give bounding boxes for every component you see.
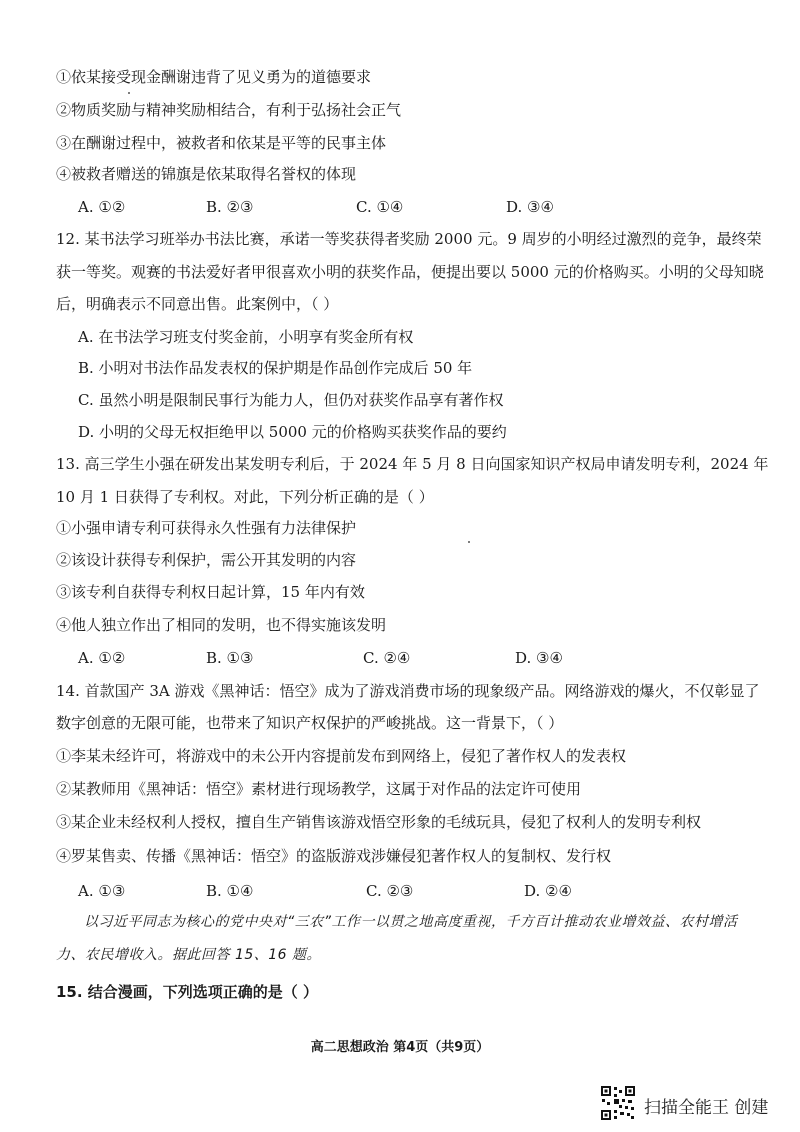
q14-statement-2: ②某教师用《黑神话：悟空》素材进行现场教学，这属于对作品的法定许可使用 (56, 780, 582, 798)
q11-statement-4: ④被救者赠送的锦旗是依某取得名誉权的体现 (56, 165, 357, 183)
q11-option-a: A. ①② (78, 198, 126, 216)
page-footer: 高二思想政治 第4页（共9页） (310, 1040, 490, 1055)
q11-option-b: B. ②③ (206, 198, 254, 216)
q14-statement-1: ①李某未经许可，将游戏中的未公开内容提前发布到网络上，侵犯了著作权人的发表权 (56, 747, 627, 765)
q14-statement-4: ④罗某售卖、传播《黑神话：悟空》的盗版游戏涉嫌侵犯著作权人的复制权、发行权 (56, 847, 612, 865)
q11-statement-3: ③在酬谢过程中，被救者和依某是平等的民事主体 (56, 134, 387, 152)
q14-stem-line-1: 14. 首款国产 3A 游戏《黑神话：悟空》成为了游戏消费市场的现象级产品。网络游戏的爆火，不仅彰显了 (56, 682, 760, 700)
q13-statement-4: ④他人独立作出了相同的发明，也不得实施该发明 (56, 616, 387, 634)
scan-speck (128, 92, 130, 94)
q14-statement-3: ③某企业未经权利人授权，擅自生产销售该游戏悟空形象的毛绒玩具，侵犯了权利人的发明专利权 (56, 813, 702, 831)
watermark-text: 扫描全能王 创建 (644, 1098, 769, 1118)
q13-statement-3: ③该专利自获得专利权日起计算，15 年内有效 (56, 583, 365, 601)
section-intro: 以习近平同志为核心的党中央对“三农”工作一以贯之地高度重视，千方百计推动农业增效益、农村增活力、农民增收入。据此回答 15、16 题。 (56, 914, 738, 963)
qr-code-icon (600, 1085, 636, 1126)
q12-choice-d: D. 小明的父母无权拒绝甲以 5000 元的价格购买获奖作品的要约 (78, 423, 507, 441)
q13-statement-2: ②该设计获得专利保护，需公开其发明的内容 (56, 551, 357, 569)
scan-speck (468, 541, 470, 543)
q14-option-a: A. ①③ (78, 882, 126, 900)
q12-choice-a: A. 在书法学习班支付奖金前，小明享有奖金所有权 (78, 328, 414, 346)
q12-stem-line-2: 获一等奖。观赛的书法爱好者甲很喜欢小明的获奖作品，便提出要以 5000 元的价格购买。小明的父母知晓 (56, 263, 764, 281)
q11-statement-2: ②物质奖励与精神奖励相结合，有利于弘扬社会正气 (56, 101, 402, 119)
q12-stem-line-1: 12. 某书法学习班举办书法比赛，承诺一等奖获得者奖励 2000 元。9 周岁的小明经过激烈的竞争，最终荣 (56, 230, 762, 248)
q14-option-c: C. ②③ (366, 882, 414, 900)
q13-option-a: A. ①② (78, 649, 126, 667)
q14-stem-line-2: 数字创意的无限可能，也带来了知识产权保护的严峻挑战。这一背景下，（ ） (56, 714, 564, 732)
q13-statement-1: ①小强申请专利可获得永久性强有力法律保护 (56, 519, 357, 537)
q13-option-c: C. ②④ (363, 649, 411, 667)
q12-stem-line-3: 后，明确表示不同意出售。此案例中，（ ） (56, 295, 339, 313)
q11-statement-1: ①依某接受现金酬谢违背了见义勇为的道德要求 (56, 68, 372, 86)
q14-option-d: D. ②④ (524, 882, 572, 900)
q13-option-b: B. ①③ (206, 649, 254, 667)
q14-option-b: B. ①④ (206, 882, 254, 900)
q13-stem-line-2: 10 月 1 日获得了专利权。对此，下列分析正确的是（ ） (56, 488, 434, 506)
q13-stem-line-1: 13. 高三学生小强在研发出某发明专利后，于 2024 年 5 月 8 日向国家知识产权局申请发明专利，2024 年 (56, 455, 769, 473)
q15-stem: 15. 结合漫画，下列选项正确的是（ ） (56, 983, 319, 1001)
q12-choice-b: B. 小明对书法作品发表权的保护期是作品创作完成后 50 年 (78, 359, 473, 377)
q12-choice-c: C. 虽然小明是限制民事行为能力人，但仍对获奖作品享有著作权 (78, 391, 504, 409)
scanner-watermark (600, 1085, 768, 1126)
q13-option-d: D. ③④ (515, 649, 563, 667)
q11-option-d: D. ③④ (506, 198, 554, 216)
q11-option-c: C. ①④ (356, 198, 404, 216)
